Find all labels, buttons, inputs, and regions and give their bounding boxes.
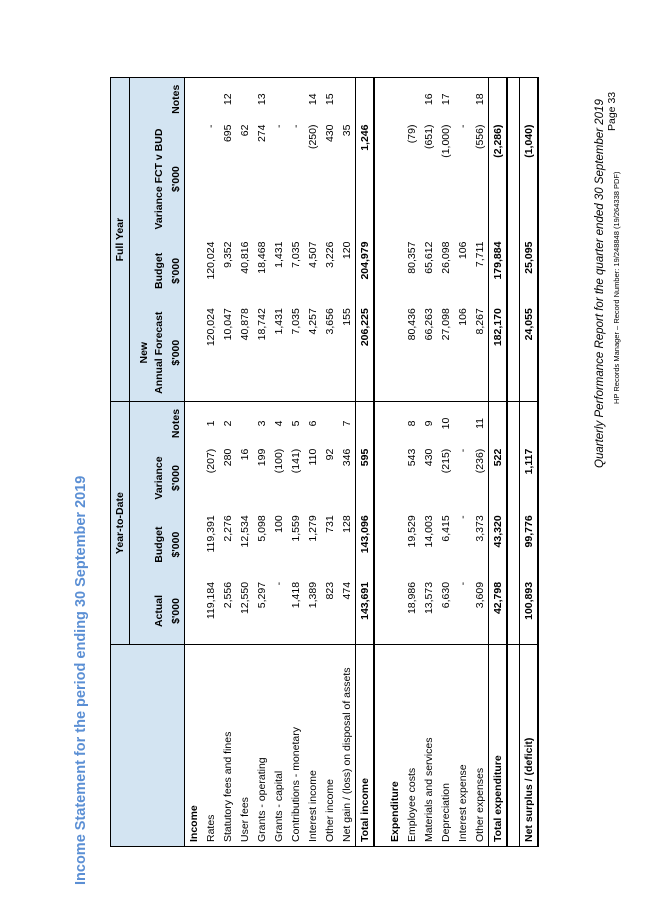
table-row (338, 78, 356, 847)
forecast-value: 40,878 (236, 304, 253, 402)
note-value (236, 402, 253, 445)
total-expenditure (489, 78, 508, 847)
actual-value: 1,389 (304, 578, 321, 645)
forecast-value: 27,098 (437, 304, 454, 402)
fy-note-value: 18 (473, 93, 486, 106)
fy-note-value (338, 78, 356, 121)
budget-value: 2,276 (221, 515, 234, 542)
unit-label: $'000 (167, 445, 185, 512)
forecast-value: 80,436 (403, 304, 420, 402)
note-value (520, 402, 539, 445)
fy-variance-value: 35 (340, 124, 353, 137)
forecast-value: 66,263 (420, 304, 437, 402)
row-label: Statutory fees and fines (221, 731, 234, 842)
table-row (253, 78, 270, 847)
budget-value: 119,391 (204, 515, 217, 553)
budget-value: 5,098 (255, 515, 268, 542)
actual-value: 100,893 (520, 578, 539, 645)
net-surplus (520, 78, 539, 847)
fy-note-value (287, 78, 304, 121)
fy-note-value: 13 (255, 93, 268, 106)
fy-note-value (236, 78, 253, 121)
fy-variance-value: (79) (405, 124, 418, 144)
budget-value: 19,529 (405, 515, 418, 548)
table-row (454, 78, 471, 847)
budget-header: Budget (150, 511, 167, 578)
page-number: Page 33 (606, 91, 618, 131)
row-label: Other expenses (473, 767, 486, 842)
expenditure-heading: Expenditure (388, 781, 401, 842)
table-row (403, 78, 420, 847)
forecast-value: 155 (338, 304, 356, 402)
forecast-value: 206,225 (356, 304, 375, 402)
row-label: Grants - capital (272, 770, 285, 842)
note-value (321, 402, 338, 445)
fy-budget-value: 179,884 (489, 238, 508, 305)
row-label: Contributions - monetary (289, 727, 302, 842)
unit-label: $'000 (167, 121, 185, 238)
table-row (321, 78, 338, 847)
table-row (437, 78, 454, 847)
fy-budget-value: 18,468 (255, 241, 268, 274)
table-row (489, 78, 508, 847)
table-row (304, 78, 321, 847)
actual-value: 143,691 (356, 578, 375, 645)
forecast-value: 106 (454, 304, 471, 402)
fy-budget-value: 7,035 (289, 241, 302, 268)
note-value: 8 (405, 420, 418, 427)
actual-value: 1,418 (287, 578, 304, 645)
forecast-value: 10,047 (219, 304, 236, 402)
table-row (202, 78, 219, 847)
row-label: Total income (356, 645, 375, 847)
fy-variance-value: 62 (238, 124, 251, 137)
note-value (356, 402, 375, 445)
variance-value: (100) (272, 448, 285, 474)
budget-value: 3,373 (473, 515, 486, 542)
forecast-value: 120,024 (202, 304, 219, 402)
fy-variance-value: (651) (422, 124, 435, 150)
forecast-value: 1,431 (270, 304, 287, 402)
note-value (454, 402, 471, 445)
fy-budget-value: 7,711 (473, 241, 486, 268)
actual-value: 119,184 (202, 578, 219, 645)
actual-value: 3,609 (471, 578, 489, 645)
expenditure-rows (403, 78, 489, 847)
actual-value: 13,573 (420, 578, 437, 645)
actual-value: 2,556 (219, 578, 236, 645)
budget-value: 100 (272, 515, 285, 533)
unit-label: $'000 (167, 304, 185, 402)
fy-budget-value: 26,098 (439, 241, 452, 274)
fy-budget-value: 204,979 (356, 238, 375, 305)
table-row (270, 78, 287, 847)
income-heading: Income (187, 805, 200, 842)
full-year-header: Full Year (111, 78, 130, 402)
variance-value: 92 (323, 448, 336, 461)
unit-label: $'000 (167, 511, 185, 578)
table-row (471, 78, 489, 847)
fy-variance-header: Variance FCT v BUD (150, 121, 167, 238)
actual-value: 5,297 (253, 578, 270, 645)
note-value: 5 (289, 420, 302, 427)
forecast-value: 7,035 (287, 304, 304, 402)
variance-value: 595 (356, 445, 375, 512)
fy-variance-value: (250) (306, 124, 319, 150)
fy-note-value (403, 78, 420, 121)
budget-value: 43,320 (489, 511, 508, 578)
ytd-header: Year-to-Date (111, 402, 130, 645)
forecast-value: 182,170 (489, 304, 508, 402)
fy-budget-value: 65,612 (422, 241, 435, 274)
fy-variance-value: (1,040) (520, 121, 539, 238)
header-label-cell (111, 645, 185, 847)
fy-notes-header: Notes (167, 78, 185, 121)
variance-value: (141) (289, 448, 302, 474)
note-value (489, 402, 508, 445)
fy-budget-value: 40,816 (238, 241, 251, 274)
table-row (236, 78, 253, 847)
total-income (356, 78, 375, 847)
budget-value: 1,559 (289, 515, 302, 542)
row-label: Interest income (306, 770, 319, 842)
budget-value: 128 (340, 515, 353, 533)
annual-forecast-header: Annual Forecast (150, 304, 167, 402)
income-statement-table (110, 77, 539, 847)
forecast-value: 18,742 (253, 304, 270, 402)
budget-value: 14,003 (422, 515, 435, 548)
fy-note-value: 16 (422, 93, 435, 106)
note-value: 7 (340, 420, 353, 427)
budget-value: 731 (323, 515, 336, 533)
fy-budget-value: 4,507 (306, 241, 319, 268)
variance-value: (236) (473, 448, 486, 474)
fy-variance-value: 1,246 (356, 121, 375, 238)
variance-value: 543 (405, 448, 418, 467)
row-label: Depreciation (439, 783, 452, 842)
actual-value: - (454, 578, 471, 645)
forecast-value: 24,055 (520, 304, 539, 402)
row-label: Materials and services (422, 737, 435, 842)
fy-budget-value: 25,095 (520, 238, 539, 305)
forecast-value: 3,656 (321, 304, 338, 402)
fy-variance-value: - (289, 124, 302, 129)
table-row (287, 78, 304, 847)
row-label: User fees (238, 797, 251, 842)
fy-note-value (202, 78, 219, 121)
actual-value: 474 (338, 578, 356, 645)
fy-variance-value: (556) (473, 124, 486, 150)
table-row (420, 78, 437, 847)
fy-budget-value: 9,352 (221, 241, 234, 268)
budget-value: 99,776 (520, 511, 539, 578)
fy-budget-value: 1,431 (272, 241, 285, 268)
variance-value: 16 (238, 448, 251, 461)
note-value: 10 (439, 417, 452, 430)
fy-variance-value: - (456, 124, 469, 129)
note-value: 3 (255, 420, 268, 427)
actual-value: 12,550 (236, 578, 253, 645)
fy-note-value: 15 (323, 93, 336, 106)
fy-note-value (270, 78, 287, 121)
actual-value: 18,986 (403, 578, 420, 645)
fy-note-value (520, 78, 539, 121)
note-value: 2 (221, 420, 234, 427)
actual-value: 823 (321, 578, 338, 645)
notes-header: Notes (167, 402, 185, 445)
variance-value: 1,117 (520, 445, 539, 512)
note-value: 9 (422, 420, 435, 427)
report-footer: Quarterly Performance Report for the quarter ended 30 September 2019 (594, 99, 606, 468)
page-title: Income Statement for the period ending 30 September 2019 (73, 475, 89, 885)
budget-value: 143,096 (356, 511, 375, 578)
actual-value: - (270, 578, 287, 645)
fy-note-value (454, 78, 471, 121)
income-rows (202, 78, 356, 847)
variance-value: 199 (255, 448, 268, 467)
variance-value: - (456, 448, 469, 453)
fy-note-value: 14 (306, 93, 319, 106)
actual-value: 6,630 (437, 578, 454, 645)
note-value: 1 (204, 420, 217, 427)
row-label: Total expenditure (489, 645, 508, 847)
fy-variance-value: 695 (221, 124, 234, 143)
fy-variance-value: (2,286) (489, 121, 508, 238)
fy-budget-value: 80,357 (405, 241, 418, 274)
note-value: 4 (272, 420, 285, 427)
fy-budget-value: 120,024 (204, 241, 217, 280)
row-label: Grants - operating (255, 757, 268, 842)
budget-value: 12,534 (238, 515, 251, 548)
fy-note-value: 17 (439, 93, 452, 106)
unit-label: $'000 (167, 578, 185, 645)
table-row (520, 78, 539, 847)
forecast-value: 8,267 (471, 304, 489, 402)
table-row (219, 78, 236, 847)
fy-note-value (356, 78, 375, 121)
budget-value: 1,279 (306, 515, 319, 542)
table-row (356, 78, 375, 847)
row-label: Employee costs (405, 767, 418, 842)
variance-value: 430 (422, 448, 435, 467)
row-label: Interest expense (456, 764, 469, 842)
fy-budget-value: 3,226 (323, 241, 336, 268)
fy-budget-header: Budget (150, 238, 167, 305)
note-value: 6 (306, 420, 319, 427)
new-header: New (130, 304, 151, 402)
variance-value: (207) (204, 448, 217, 474)
variance-value: 346 (340, 448, 353, 467)
row-label: Rates (204, 814, 217, 842)
forecast-value: 4,257 (304, 304, 321, 402)
fy-note-value: 12 (221, 93, 234, 106)
unit-label: $'000 (167, 238, 185, 305)
actual-value: 42,798 (489, 578, 508, 645)
row-label: Net surplus / (deficit) (520, 645, 539, 847)
records-footer: HP Records Manager – Record Number: 19/248848 (19/264338 PDF) (612, 171, 621, 404)
row-label: Other income (323, 778, 336, 842)
budget-value: 6,415 (439, 515, 452, 542)
actual-header: Actual (150, 578, 167, 645)
row-label: Net gain / (loss) on disposal of assets (340, 667, 353, 842)
variance-value: 110 (306, 448, 319, 466)
budget-value: - (456, 515, 469, 519)
fy-variance-value: (1,000) (439, 124, 452, 158)
fy-variance-value: 430 (323, 124, 336, 143)
fy-budget-value: 106 (456, 241, 469, 260)
fy-variance-value: - (272, 124, 285, 129)
fy-variance-value: 274 (255, 124, 268, 143)
fy-budget-value: 120 (340, 241, 353, 260)
variance-value: 522 (489, 445, 508, 512)
fy-variance-value: - (204, 124, 217, 129)
variance-header: Variance (150, 445, 167, 512)
note-value: 11 (473, 418, 486, 429)
fy-note-value (489, 78, 508, 121)
variance-value: (215) (439, 448, 452, 474)
variance-value: 280 (221, 448, 234, 467)
